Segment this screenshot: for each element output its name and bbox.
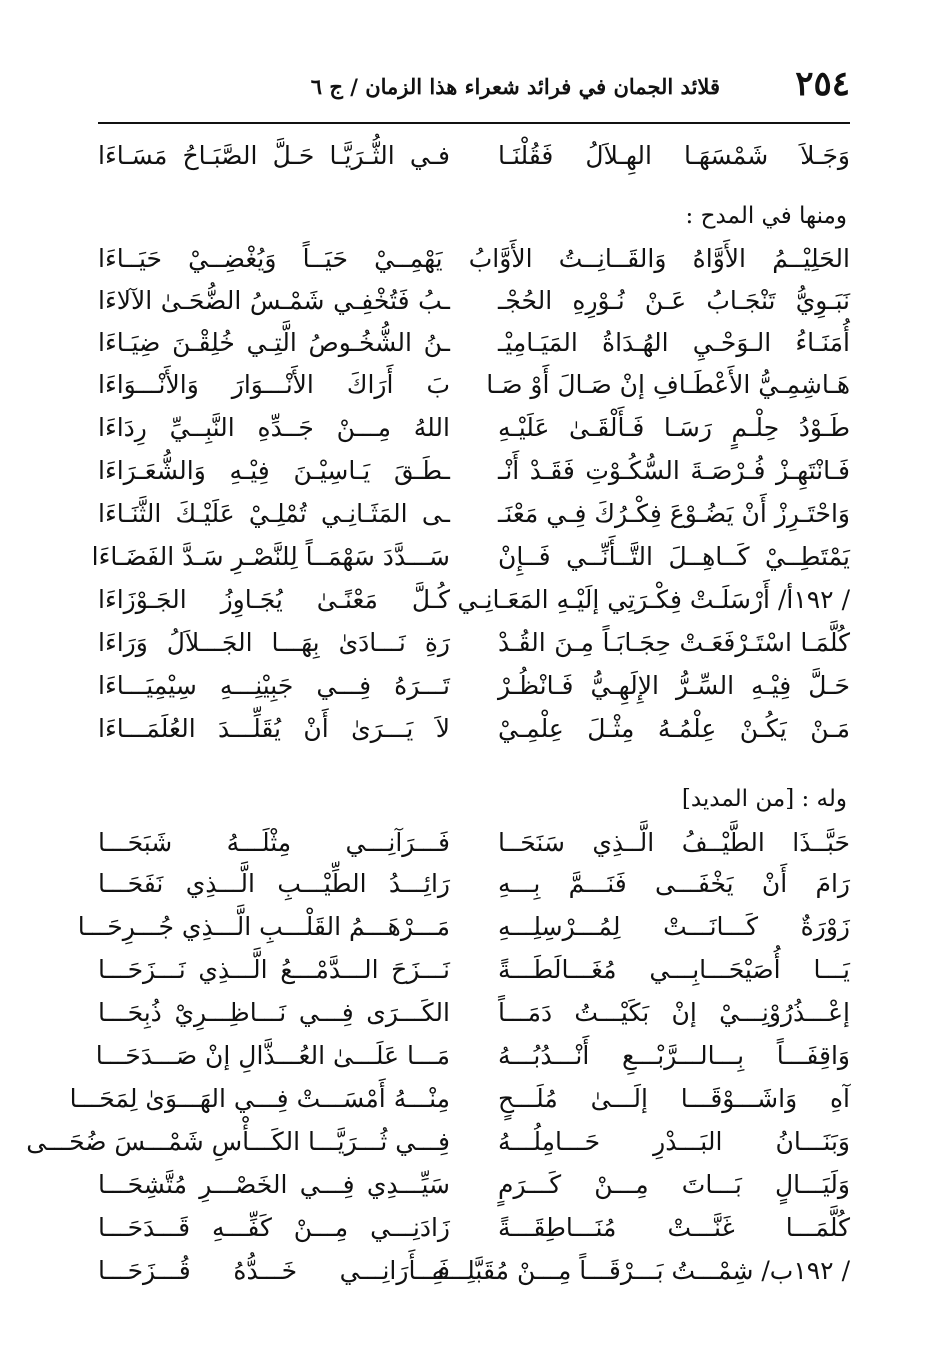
verse-second-hemistich: فَـــأَرَانِـــي خَـــدُّهُ قُـــزَحَـــا [98,1256,450,1285]
verse-second-hemistich: كُـلَّ مَعْنًـىٰ يُجَـاوِزُ الجَـوْزَاءَا [98,585,450,614]
verse-line [98,823,850,863]
verse-second-hemistich: ـنُ الشُّخُـوصُ الَّتِـي خُلِقْـنَ ضِيَـاءَا [98,328,450,357]
verse-first-hemistich: وَاقِفَـــاً بِـــالـــرَّبْـــعِ أَنْـــدُبُـــهُ [498,1041,850,1070]
verse-line [91,537,850,577]
verse-first-hemistich: وَبَنَـــانُ البَـــدْرِ حَـــامِلُـــهُ [498,1127,850,1156]
verse-line [98,1251,850,1291]
verse-second-hemistich: زَادَنِـــي مِـــنْ كَفِّـــهِ قَـــدَحَـــا [98,1213,450,1242]
verse-line [98,281,850,321]
verse-first-hemistich: وَلَيَـــالٍ بَـــاتَ مِـــنْ كَـــرَمٍ [498,1170,850,1199]
verse-first-hemistich: فَـانْتَهِـزْ فُـرْصَـةَ السُّكُـوْتِ فَقَـدْ أَنْـ [498,456,850,485]
verse-line [98,709,850,749]
verse-line [98,623,850,663]
page-number: ٢٥٤ [795,64,850,104]
section-intro: ومنها في المدح : [685,203,847,229]
verse-second-hemistich: فَـــرَآنِـــي مِثْلَـــهُ شَبَحَـــا [98,828,450,857]
verse-second-hemistich: الكَـــرَى فِـــي نَـــاظِـــرِيْ ذُبِحَـــا [98,998,450,1027]
verse-line [69,1079,850,1119]
verse-second-hemistich: اللهُ مِـــنْ جَــدِّهِ النَّبِــيِّ رِدَاءَا [98,413,450,442]
verse-second-hemistich: فِـــي ثُـــرَيَّـــا الكَـــأْسِ شَمْـــسَ ضُحَـــى [26,1127,450,1156]
verse-first-hemistich: نَبَـوِيُّ تَنْجَـابُ عَـنْ نُـوْرِهِ الحُجْـ [498,286,850,315]
verse-first-hemistich: طَـوْدُ حِلْـمٍ رَسَـا فَـأَلْقَـىٰ عَلَيْـهِ [498,413,850,442]
verse-line [98,1165,850,1205]
verse-second-hemistich: بَ أَرَاكَ الأَنْـــوَارَ وَالأَنْـــوَاءَا [98,370,450,399]
verse-second-hemistich: مَـــا عَلَـــىٰ العُـــذَّالِ إنْ صَـــدَحَـــا [95,1041,450,1070]
header-rule [98,122,850,124]
verse-second-hemistich: سَـــدَّدَ سَهْمَــاً لِلنَّصْـرِ سَـدَّ الفَضَـاءَا [91,542,450,571]
verse-line [98,1208,850,1248]
verse-line [98,580,850,620]
verse-line [98,666,850,706]
verse-line [77,907,850,947]
verse-first-hemistich: حَبَّــذَا الطَّيْــفُ الَّــذِي سَنَحَــا [498,828,850,857]
verse-first-hemistich: أُمَنَـاءُ الـوَحْـيِ الهُـدَاةُ المَيَـامِيْـ [498,328,850,357]
verse-first-hemistich: وَاحْتَـرِزْ أَنْ يَضُـوْعَ فِكْـرُكَ فِـي مَعْنَـ [498,499,850,528]
verse-line [98,323,850,363]
verse-line [98,993,850,1033]
verse-first-hemistich: يَمْتَطِــيْ كَــاهِــلَ التَّــأَنِّــي فَــإِنْ [498,542,850,571]
verse-first-hemistich: / ١٩٢أ/ أَرْسَلَـتْ فِكْـرَتِي إلَيْـهِ المَعَـانِـي [457,585,850,614]
verse-full-line: الحَلِيْــمُ الأَوَّاهُ وَالقَــانِــتُ الأَوَّابُ يَهْمِــيْ حَيَــاً وَيُغْضِــيْ حَيَــاءَا [98,244,850,273]
verse-first-hemistich: يَـــا أُصَيْحَـــابِـــي مُغَـــالَطَـــةً [498,955,850,984]
verse-line-full [98,239,850,279]
verse-line [26,1122,850,1162]
verse-second-hemistich: مَـــرْهَـــمُ القَلْـــبِ الَّـــذِي جُـــرِحَـــا [77,912,450,941]
verse-first-hemistich: كُلَّمَـــا غَنَّـــتْ مُنَـــاطِقَـــةً [498,1213,850,1242]
running-title: قلائد الجمان في فرائد شعراء هذا الزمان / ج ٦ [310,74,720,99]
verse-first-hemistich: إعْـــذُرُوْنِـــيْ إنْ بَكَيْـــتُ دَمَـــاً [498,998,850,1027]
verse-first-hemistich: زَوْرَةٌ كَـــانَـــتْ لِمُـــرْسِلِـــهِ [498,912,850,941]
verse-second-hemistich: سَيِّـــدِي فِـــي الخَصْـــرِ مُتَّشِحَـــا [98,1170,450,1199]
verse-first-hemistich: رَامَ أَنْ يَخْفَـــى فَنَـــمَّ بِـــهِ [498,869,850,898]
verse-second-hemistich: ـبُ فَتُخْفِـي شَمْـسُ الضُّحَـىٰ الآلاءَا [98,286,450,315]
verse-line [95,1036,850,1076]
verse-first-hemistich: مَـنْ يَكُـنْ عِلْمُـهُ مِثْـلَ عِلْمِـيْ [498,714,850,743]
page-header [98,62,850,114]
verse-first-hemistich: كُلَّمَـا اسْتَـرْفَعَـتْ حِجَـابَـاً مِـنَ القُـدْ [498,628,850,657]
verse-line [98,494,850,534]
verse-line [98,365,850,405]
section-intro: وله : [من المديد] [681,786,847,812]
verse-second-hemistich: رَائِـــدُ الطِّيْـــبِ الَّـــذِي نَفَحَـــا [98,869,450,898]
verse-second-hemistich: نَـــزَحَ الـــدَّمْـــعُ الَّـــذِي نَـــزَحَـــا [98,955,450,984]
verse-second-hemistich: فـي الثُّـرَيَّـا حَـلَّ الصَّبَـاحُ مَسَـاءَا [98,141,450,170]
verse-second-hemistich: رَةِ نَـــادَىٰ بِهَـــا الجَـــلاَلُ وَرَاءَا [98,628,450,657]
verse-second-hemistich: مِنْـــهُ أَمْسَـــتْ فِـــي الهَـــوَىٰ لِمَحَـــا [69,1084,450,1113]
verse-first-hemistich: حَـلَّ فِيْـهِ السِّـرُّ الإِلَهِـيُّ فَـانْظُـرْ [498,671,850,700]
verse-second-hemistich: لاَ يَـــرَىٰ أَنْ يُقَلِّـــدَ العُلَمَـــاءَا [98,714,450,743]
verse-second-hemistich: ـطَـقَ يَـاسِيْـنَ فِيْـهِ وَالشُّعَـرَاءَا [98,456,450,485]
verse-line [98,136,850,176]
verse-first-hemistich: وَجَـلاَ شَمْسَهَـا الهِـلاَلُ فَقُلْنَـا [498,141,850,170]
verse-first-hemistich: هَـاشِمِـيُّ الأَعْطَـافِ إنْ صَـالَ أَوْ صَـا [486,370,850,399]
verse-second-hemistich: تَـــرَهُ فِـــي جَبِيْنِـــهِ سِيْمِيَـــاءَا [98,671,450,700]
verse-line [98,950,850,990]
verse-line [98,864,850,904]
verse-line [98,451,850,491]
verse-line [98,408,850,448]
verse-first-hemistich: / ١٩٢ب/ شِمْـــتُ بَـــرْقَـــاً مِـــنْ مُقَبَّلِـــهِ [431,1256,850,1285]
verse-first-hemistich: آهِ وَاشَـــوْقَـــا إلَـــىٰ مُلَـــحٍ [498,1084,850,1113]
verse-second-hemistich: ـى المَثَـانِـي تُمْلِـيْ عَلَيْـكَ الثَّنَـاءَا [98,499,450,528]
